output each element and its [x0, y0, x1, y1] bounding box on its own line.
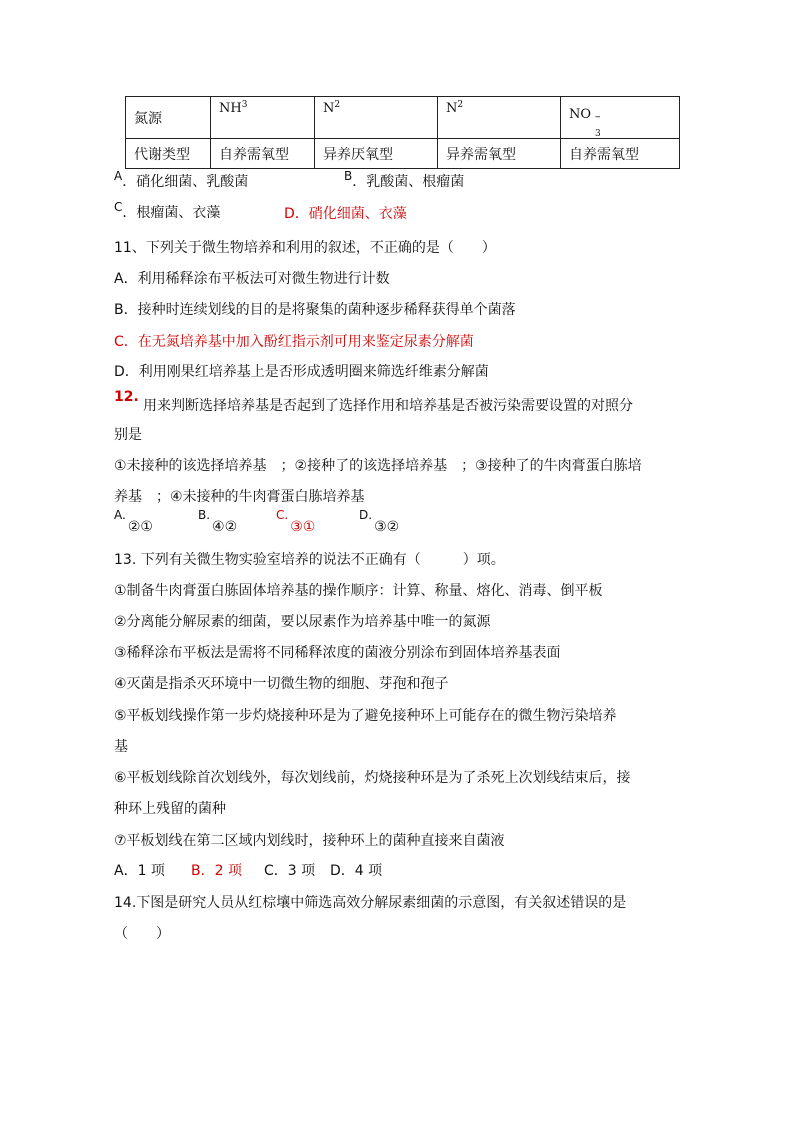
q11-option-d: D．利用刚果红培养基上是否形成透明圈来筛选纤维素分解菌	[114, 364, 489, 380]
q10-option-b	[344, 169, 465, 192]
formula-nh3	[219, 101, 247, 116]
table-cell	[211, 139, 315, 169]
q11-stem: 11、下列关于微生物培养和利用的叙述，不正确的是（ ）	[114, 240, 496, 256]
q10-option-d-answer: D．硝化细菌、衣藻	[284, 206, 407, 222]
table-row	[126, 97, 680, 139]
q12-option-a	[114, 508, 153, 535]
q13-statement-4: ④灭菌是指杀灭环境中一切微生物的细胞、芽孢和孢子	[114, 676, 449, 692]
option-letter: C.	[276, 508, 289, 522]
q14-stem-line2: （ ）	[114, 926, 170, 942]
table-cell	[211, 97, 315, 139]
formula-sub: 3	[595, 128, 601, 139]
option-letter: B.	[198, 508, 211, 522]
cell-value: 异养需氧型	[446, 146, 516, 163]
table-cell	[126, 139, 211, 169]
q13-statement-1: ①制备牛肉膏蛋白胨固体培养基的操作顺序：计算、称量、熔化、消毒、倒平板	[114, 583, 603, 599]
q12-items-line1: ①未接种的该选择培养基 ；②接种了的该选择培养基 ；③接种了的牛肉膏蛋白胨培	[114, 458, 642, 474]
formula-sup: 2	[334, 99, 341, 110]
formula-sup: 2	[457, 99, 464, 110]
q12-number: 12.	[114, 389, 139, 405]
option-text: ．乳酸菌、根瘤菌	[352, 174, 465, 190]
formula-base: N	[446, 100, 458, 116]
option-letter: C	[114, 200, 123, 214]
q13-statement-6-line2: 种环上残留的菌种	[114, 801, 226, 817]
formula-no3	[569, 106, 601, 139]
table-cell	[438, 139, 561, 169]
option-text: ②①	[127, 519, 153, 535]
option-text: ③②	[374, 519, 400, 535]
option-text: ③①	[290, 519, 316, 535]
option-letter: D.	[359, 508, 373, 522]
formula-base: NO	[569, 106, 592, 122]
q12-stem-line1: 用来判断选择培养基是否起到了选择作用和培养基是否被污染需要设置的对照分	[143, 398, 633, 414]
q12-option-d	[359, 508, 400, 535]
formula-n2	[323, 101, 340, 116]
option-letter: B	[344, 169, 353, 183]
formula-base: N	[323, 100, 335, 116]
q13-stem: 13. 下列有关微生物实验室培养的说法不正确有（ ）项。	[114, 552, 505, 568]
q13-option-d: D．4 项	[330, 863, 383, 879]
q13-statement-6-line1: ⑥平板划线除首次划线外，每次划线前，灼烧接种环是为了杀死上次划线结束后，接	[114, 770, 631, 786]
q12-option-c-answer	[276, 508, 316, 535]
q14-stem-line1: 14.下图是研究人员从红棕壤中筛选高效分解尿素细菌的示意图，有关叙述错误的是	[114, 895, 627, 911]
table-cell	[315, 97, 438, 139]
option-text: ④②	[212, 519, 238, 535]
option-text: ．根瘤菌、衣藻	[122, 205, 221, 221]
q13-option-c: C．3 项	[264, 863, 316, 879]
q13-option-b-answer: B．2 项	[191, 863, 242, 879]
option-letter: A	[114, 169, 123, 183]
q13-statement-5-line1: ⑤平板划线操作第一步灼烧接种环是为了避免接种环上可能存在的微生物污染培养	[114, 708, 617, 724]
row-label-metabolism: 代谢类型	[134, 146, 190, 163]
q10-option-a	[114, 169, 249, 192]
q10-option-c	[114, 200, 221, 223]
q13-statement-5-line2: 基	[114, 739, 128, 755]
formula-n2	[446, 101, 463, 116]
q13-statement-3: ③稀释涂布平板法是需将不同稀释浓度的菌液分别涂布到固体培养基表面	[114, 645, 561, 661]
table-cell	[561, 139, 680, 169]
row-label-nitrogen: 氮源	[134, 110, 162, 127]
q12-stem-line2: 别是	[114, 427, 142, 443]
q11-option-b: B．接种时连续划线的目的是将聚集的菌种逐步稀释获得单个菌落	[114, 302, 516, 318]
cell-value: 异养厌氧型	[323, 146, 393, 163]
formula-charge: –	[595, 109, 601, 123]
q12-items-line2: 养基 ；④未接种的牛肉膏蛋白胨培养基	[114, 489, 365, 505]
option-text: ．硝化细菌、乳酸菌	[122, 174, 249, 190]
q13-statement-7: ⑦平板划线在第二区域内划线时，接种环上的菌种直接来自菌液	[114, 833, 505, 849]
q13-option-a: A．1 项	[114, 863, 165, 879]
cell-value: 自养需氧型	[569, 146, 639, 163]
q12-option-b	[198, 508, 238, 535]
table-row	[126, 139, 680, 169]
q11-option-c-answer: C．在无氮培养基中加入酚红指示剂可用来鉴定尿素分解菌	[114, 334, 474, 350]
table-cell	[438, 97, 561, 139]
cell-value: 自养需氧型	[219, 146, 289, 163]
table-cell	[126, 97, 211, 139]
option-letter: A.	[114, 508, 126, 522]
q11-option-a: A．利用稀释涂布平板法可对微生物进行计数	[114, 271, 390, 287]
nitrogen-metabolism-table	[125, 96, 680, 169]
table-cell	[315, 139, 438, 169]
q13-statement-2: ②分离能分解尿素的细菌，要以尿素作为培养基中唯一的氮源	[114, 614, 491, 630]
table-cell	[561, 97, 680, 139]
formula-base: NH	[219, 100, 242, 116]
formula-sup: 3	[241, 99, 248, 110]
